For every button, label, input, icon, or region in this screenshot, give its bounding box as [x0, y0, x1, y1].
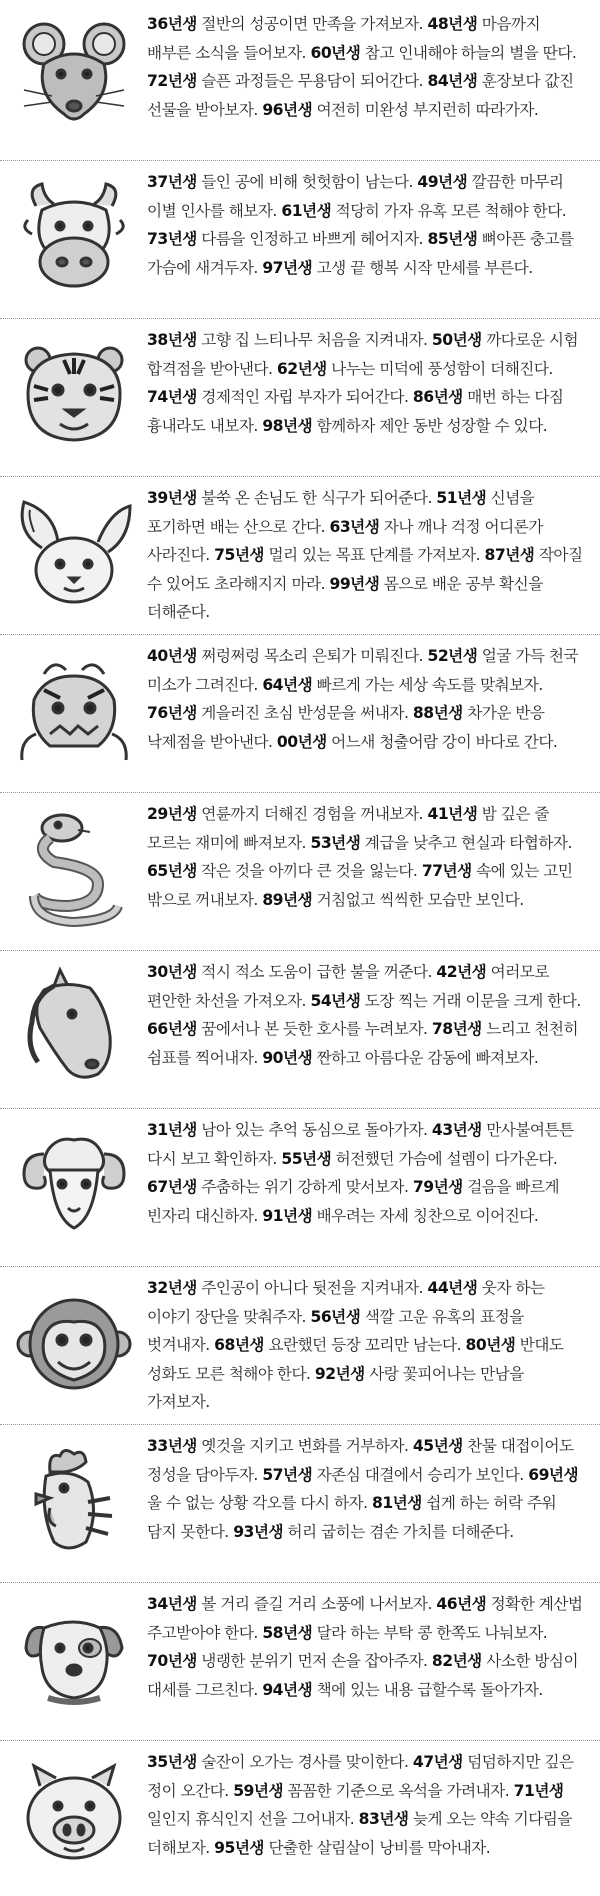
fortune-line: 덤덤하지만 깊은 정이 오간다.	[147, 1753, 574, 1800]
fortune-line: 만사불여튼튼 다시 보고 확인하자.	[147, 1121, 574, 1168]
fortune-line: 볼 거리 즐길 거리 소풍에 나서보자.	[196, 1595, 437, 1613]
entry-dog	[0, 1584, 600, 1734]
birth-year-label: 46년생	[436, 1595, 487, 1613]
birth-year-label: 87년생	[484, 546, 535, 564]
fortune-line: 신념을 포기하면 배는 산으로 간다.	[147, 489, 535, 536]
fortune-line: 사소한 방심이 대세를 그르친다.	[147, 1652, 579, 1699]
fortune-line: 적시 적소 도움이 급한 불을 꺼준다.	[196, 963, 437, 981]
fortune-line: 까다로운 시험 합격점을 받아낸다.	[147, 331, 579, 378]
ox-illustration	[14, 176, 134, 296]
birth-year-label: 77년생	[421, 862, 472, 880]
fortune-line: 걸음을 빠르게 빈자리 대신하자.	[147, 1178, 560, 1225]
birth-year-label: 92년생	[314, 1364, 365, 1383]
birth-year-label: 57년생	[262, 1465, 313, 1484]
rooster-illustration	[14, 1442, 134, 1562]
birth-year-label: 76년생	[147, 704, 197, 722]
birth-year-label: 48년생	[427, 15, 478, 33]
birth-year-label: 96년생	[262, 100, 313, 119]
fortune-text-dog	[147, 1590, 587, 1704]
birth-year-label: 81년생	[371, 1494, 422, 1512]
birth-year-label: 41년생	[427, 805, 478, 823]
birth-year-label: 58년생	[262, 1623, 313, 1642]
fortune-line: 나누는 미덕에 풍성함이 더해진다.	[326, 359, 553, 378]
birth-year-label: 56년생	[310, 1307, 361, 1326]
fortune-line: 달라 하는 부탁 콩 한쪽도 나눠보자.	[312, 1623, 548, 1642]
dog-illustration	[14, 1598, 134, 1718]
divider	[0, 476, 600, 477]
birth-year-label: 80년생	[465, 1336, 516, 1354]
fortune-line: 거침없고 씩씩한 모습만 보인다.	[312, 890, 524, 909]
divider	[0, 318, 600, 319]
fortune-text-rooster	[147, 1432, 587, 1546]
birth-year-label: 95년생	[214, 1838, 264, 1857]
fortune-line: 술잔이 오가는 경사를 맞이한다.	[196, 1753, 413, 1771]
fortune-text-pig	[147, 1748, 587, 1862]
fortune-line: 멀리 있는 목표 단계를 가져보자.	[264, 546, 485, 564]
rabbit-illustration	[14, 492, 134, 612]
fortune-line: 여전히 미완성 부지런히 따라가자.	[312, 100, 539, 119]
entry-tiger	[0, 320, 600, 470]
fortune-line: 주춤하는 위기 강하게 맞서보자.	[196, 1178, 413, 1196]
fortune-line: 자존심 대결에서 승리가 보인다.	[312, 1465, 529, 1484]
entry-dragon	[0, 636, 600, 786]
fortune-text-snake	[147, 800, 587, 914]
birth-year-label: 72년생	[147, 72, 197, 90]
birth-year-label: 82년생	[431, 1652, 482, 1670]
fortune-line: 슬픈 과정들은 무용담이 되어간다.	[196, 72, 428, 90]
birth-year-label: 63년생	[329, 517, 380, 536]
fortune-line: 게을러진 초심 반성문을 써내자.	[196, 704, 413, 722]
fortune-line: 정확한 계산법 주고받아야 한다.	[147, 1595, 583, 1642]
entry-snake	[0, 794, 600, 944]
fortune-line: 옛것을 지키고 변화를 거부하자.	[196, 1437, 413, 1455]
fortune-line: 계급을 낮추고 현실과 타협하자.	[360, 833, 572, 852]
birth-year-label: 89년생	[262, 890, 313, 909]
fortune-line: 울 수 없는 상황 각오를 다시 하자.	[147, 1494, 372, 1512]
horse-illustration	[14, 966, 134, 1086]
fortune-text-horse	[147, 958, 587, 1072]
fortune-line: 연륜까지 더해진 경험을 꺼내보자.	[196, 805, 428, 823]
fortune-text-tiger	[147, 326, 587, 440]
birth-year-label: 49년생	[417, 173, 468, 191]
birth-year-label: 62년생	[276, 359, 327, 378]
birth-year-label: 51년생	[436, 489, 487, 507]
fortune-line: 늦게 오는 약속 기다림을 더해보자.	[147, 1810, 572, 1857]
fortune-text-monkey	[147, 1274, 587, 1417]
entry-pig	[0, 1742, 600, 1892]
fortune-line: 자나 깨나 걱정 어디론가 사라진다.	[147, 517, 543, 564]
fortune-text-dragon	[147, 642, 587, 756]
birth-year-label: 78년생	[431, 1020, 482, 1038]
fortune-line: 작은 것을 아끼다 큰 것을 잃는다.	[196, 862, 422, 880]
fortune-line: 쩌렁쩌렁 목소리 은퇴가 미뤄진다.	[196, 647, 428, 665]
fortune-line: 속에 있는 고민 밖으로 꺼내보자.	[147, 862, 573, 909]
fortune-line: 남아 있는 추억 동심으로 돌아가자.	[196, 1121, 432, 1139]
fortune-line: 허전했던 가슴에 설렘이 다가온다.	[331, 1149, 558, 1168]
birth-year-label: 54년생	[310, 991, 361, 1010]
birth-year-label: 64년생	[262, 675, 313, 694]
sheep-illustration	[14, 1124, 134, 1244]
entry-rooster	[0, 1426, 600, 1576]
tiger-illustration	[14, 334, 134, 454]
fortune-line: 얼굴 가득 천국 미소가 그려진다.	[147, 647, 579, 694]
birth-year-label: 90년생	[262, 1048, 313, 1067]
fortune-line: 차가운 반응 낙제점을 받아낸다.	[147, 704, 545, 751]
fortune-line: 작아질 수 있어도 초라해지지 마라.	[147, 546, 583, 593]
birth-year-label: 38년생	[147, 331, 197, 349]
divider	[0, 634, 600, 635]
birth-year-label: 47년생	[412, 1753, 463, 1771]
fortune-line: 어느새 청출어람 강이 바다로 간다.	[326, 732, 558, 751]
fortune-line: 매번 하는 다짐 흉내라도 내보자.	[147, 388, 564, 435]
fortune-line: 짠하고 아름다운 감동에 빠져보자.	[312, 1048, 539, 1067]
entry-monkey	[0, 1268, 600, 1418]
birth-year-label: 34년생	[147, 1595, 197, 1613]
birth-year-label: 30년생	[147, 963, 197, 981]
birth-year-label: 50년생	[431, 331, 482, 349]
birth-year-label: 44년생	[427, 1279, 478, 1297]
entry-horse	[0, 952, 600, 1102]
birth-year-label: 70년생	[147, 1652, 197, 1670]
divider	[0, 1582, 600, 1583]
fortune-line: 경제적인 자립 부자가 되어간다.	[196, 388, 413, 406]
entry-sheep	[0, 1110, 600, 1260]
fortune-line: 허리 굽히는 겸손 가치를 더해준다.	[283, 1522, 514, 1541]
fortune-line: 단출한 살림살이 낭비를 막아내자.	[264, 1838, 491, 1857]
fortune-line: 꿈에서나 본 듯한 호사를 누려보자.	[196, 1020, 432, 1038]
fortune-line: 몸으로 배운 공부 확신을 더해준다.	[147, 574, 543, 621]
birth-year-label: 67년생	[147, 1178, 197, 1196]
birth-year-label: 98년생	[262, 416, 313, 435]
birth-year-label: 32년생	[147, 1279, 197, 1297]
pig-illustration	[14, 1756, 134, 1876]
fortune-line: 웃자 하는 이야기 장단을 맞춰주자.	[147, 1279, 545, 1326]
fortune-line: 사랑 꽃피어나는 만남을 가져보자.	[147, 1364, 524, 1411]
birth-year-label: 60년생	[310, 43, 361, 62]
birth-year-label: 83년생	[358, 1810, 409, 1828]
fortune-line: 도장 찍는 거래 이문을 크게 한다.	[360, 991, 581, 1010]
fortune-line: 느리고 천천히 쉼표를 찍어내자.	[147, 1020, 579, 1067]
fortune-line: 반대도 성화도 모른 척해야 한다.	[147, 1336, 564, 1383]
birth-year-label: 84년생	[427, 72, 478, 90]
birth-year-label: 97년생	[262, 258, 313, 277]
fortune-line: 다름을 인정하고 바쁘게 헤어지자.	[196, 230, 428, 248]
fortune-text-ox	[147, 168, 587, 282]
divider	[0, 1266, 600, 1267]
birth-year-label: 31년생	[147, 1121, 197, 1139]
fortune-line: 일인지 휴식인지 선을 그어내자.	[147, 1810, 359, 1828]
divider	[0, 950, 600, 951]
birth-year-label: 73년생	[147, 230, 197, 248]
birth-year-label: 35년생	[147, 1753, 197, 1771]
fortune-line: 뼈아픈 충고를 가슴에 새겨두자.	[147, 230, 574, 277]
fortune-line: 밤 깊은 줄 모르는 재미에 빠져보자.	[147, 805, 549, 852]
birth-year-label: 61년생	[281, 201, 332, 220]
birth-year-label: 45년생	[412, 1437, 463, 1455]
birth-year-label: 79년생	[412, 1178, 463, 1196]
birth-year-label: 69년생	[528, 1465, 579, 1484]
fortune-line: 고향 집 느티나무 처음을 지켜내자.	[196, 331, 432, 349]
birth-year-label: 42년생	[436, 963, 487, 981]
birth-year-label: 68년생	[214, 1336, 264, 1354]
birth-year-label: 36년생	[147, 15, 197, 33]
rat-illustration	[14, 14, 134, 134]
birth-year-label: 55년생	[281, 1149, 332, 1168]
birth-year-label: 71년생	[513, 1781, 564, 1800]
fortune-line: 고생 끝 행복 시작 만세를 부른다.	[312, 258, 533, 277]
divider	[0, 1424, 600, 1425]
birth-year-label: 75년생	[214, 546, 264, 564]
fortune-line: 빠르게 가는 세상 속도를 맞춰보자.	[312, 675, 543, 694]
snake-illustration	[14, 810, 134, 930]
birth-year-label: 52년생	[427, 647, 478, 665]
entry-rat	[0, 4, 600, 154]
birth-year-label: 29년생	[147, 805, 197, 823]
fortune-text-sheep	[147, 1116, 587, 1230]
divider	[0, 1740, 600, 1741]
fortune-line: 들인 공에 비해 헛헛함이 남는다.	[196, 173, 418, 191]
birth-year-label: 66년생	[147, 1020, 197, 1038]
fortune-line: 불쑥 온 손님도 한 식구가 되어준다.	[196, 489, 437, 507]
fortune-line: 쉽게 하는 허락 주워 담지 못한다.	[147, 1494, 557, 1541]
birth-year-label: 59년생	[233, 1781, 284, 1800]
fortune-line: 꼼꼼한 기준으로 옥석을 가려내자.	[283, 1781, 514, 1800]
divider	[0, 1108, 600, 1109]
entry-ox	[0, 162, 600, 312]
birth-year-label: 85년생	[427, 230, 478, 248]
fortune-line: 절반의 성공이면 만족을 가져보자.	[196, 15, 428, 33]
birth-year-label: 65년생	[147, 862, 197, 880]
fortune-line: 배우려는 자세 칭찬으로 이어진다.	[312, 1206, 539, 1225]
fortune-line: 여러모로 편안한 차선을 가져오자.	[147, 963, 549, 1010]
fortune-line: 함께하자 제안 동반 성장할 수 있다.	[312, 416, 548, 435]
fortune-text-rat	[147, 10, 587, 124]
fortune-line: 깔끔한 마무리 이별 인사를 해보자.	[147, 173, 564, 220]
birth-year-label: 91년생	[262, 1206, 313, 1225]
birth-year-label: 33년생	[147, 1437, 197, 1455]
birth-year-label: 88년생	[412, 704, 463, 722]
birth-year-label: 40년생	[147, 647, 197, 665]
divider	[0, 792, 600, 793]
birth-year-label: 86년생	[412, 388, 463, 406]
fortune-line: 찬물 대접이어도 정성을 담아두자.	[147, 1437, 574, 1484]
birth-year-label: 94년생	[262, 1680, 313, 1699]
birth-year-label: 53년생	[310, 833, 361, 852]
fortune-line: 참고 인내해야 하늘의 별을 딴다.	[360, 43, 577, 62]
monkey-illustration	[14, 1284, 134, 1404]
fortune-line: 색깔 고운 유혹의 표정을 벗겨내자.	[147, 1307, 524, 1354]
fortune-line: 주인공이 아니다 뒷전을 지켜내자.	[196, 1279, 428, 1297]
dragon-illustration	[14, 650, 134, 770]
birth-year-label: 39년생	[147, 489, 197, 507]
birth-year-label: 74년생	[147, 388, 197, 406]
birth-year-label: 43년생	[431, 1121, 482, 1139]
birth-year-label: 93년생	[233, 1522, 284, 1541]
fortune-line: 요란했던 등장 꼬리만 남는다.	[264, 1336, 466, 1354]
entry-rabbit	[0, 478, 600, 628]
fortune-line: 훈장보다 값진 선물을 받아보자.	[147, 72, 574, 119]
fortune-line: 냉랭한 분위기 먼저 손을 잡아주자.	[196, 1652, 432, 1670]
birth-year-label: 00년생	[276, 732, 327, 751]
divider	[0, 160, 600, 161]
birth-year-label: 99년생	[329, 574, 380, 593]
fortune-line: 마음까지 배부른 소식을 들어보자.	[147, 15, 541, 62]
fortune-line: 적당히 가자 유혹 모른 척해야 한다.	[331, 201, 567, 220]
fortune-line: 책에 있는 내용 급할수록 돌아가자.	[312, 1680, 543, 1699]
birth-year-label: 37년생	[147, 173, 197, 191]
fortune-text-rabbit	[147, 484, 587, 627]
